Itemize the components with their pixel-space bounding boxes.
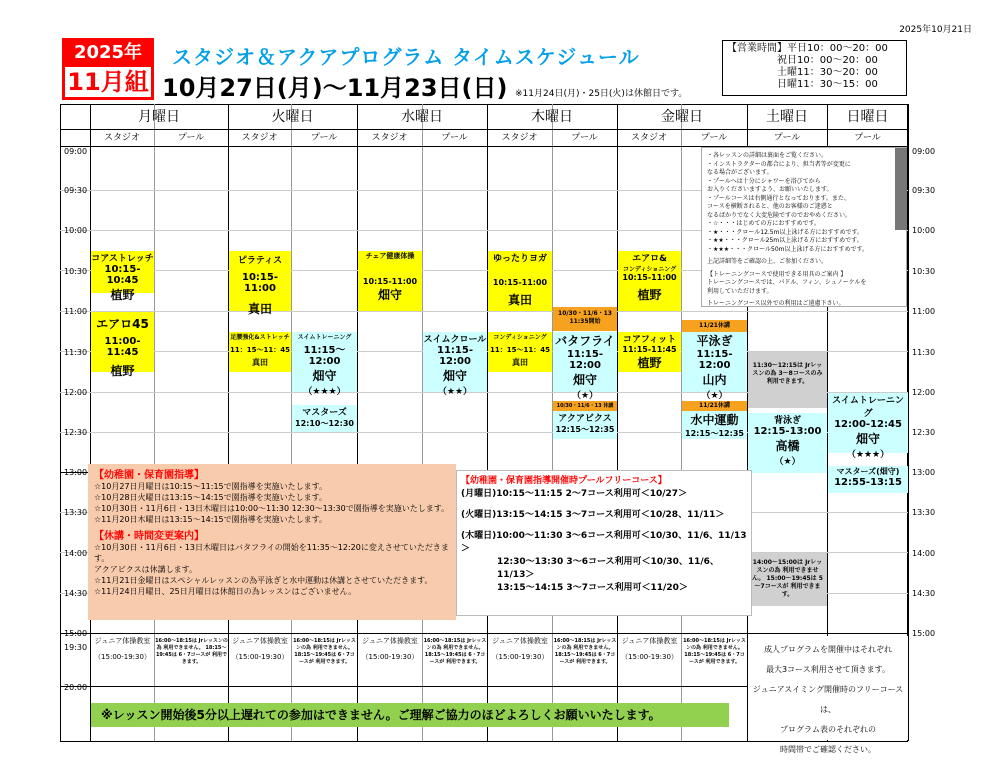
sub-studio: スタジオ xyxy=(241,133,278,143)
class-thu-aquabics[interactable]: アクアビクス 12:15～12:35 xyxy=(553,411,617,439)
time-label: 12:30 xyxy=(64,428,88,437)
sat-jr-note: 11:30～12:15は Jrレッスンの為 3～8コースのみ 利用できます。 xyxy=(748,352,827,408)
sub-pool: プール xyxy=(773,133,801,143)
hours-saturday: 土曜11：30～20：00 xyxy=(777,67,878,78)
time-label: 10:30 xyxy=(912,267,936,276)
hours-sunday: 日曜11：30～15：00 xyxy=(777,79,878,90)
time-label: 13:30 xyxy=(64,508,88,517)
time-label: 15:00 xyxy=(912,629,936,638)
bottom-right-note: 成人プログラムを開催中はそれぞれ 最大3コース利用させて頂きます。 ジュニアスイミング開催時のフリーコースは、 プログラム表のそれぞれの 時間帯でご確認ください。 xyxy=(748,636,908,740)
kids-pool-note-thu: 16:00～18:15は Jrレッスンの為 利用できません。 18:15～19:45は 6・7コースが 利用できます。 xyxy=(553,638,617,665)
late-warning: ※レッスン開始後5分以上遅れての参加はできません。ご理解ご協力のほどよろしくお願いいたします。 xyxy=(91,703,729,727)
schedule-period: 10月27日(月)～11月23日(日) xyxy=(162,74,508,102)
day-saturday: 土曜日 xyxy=(766,109,808,125)
class-tue-swim-training[interactable]: スイムトレーニング 11:15～12:00 畑守 （★★★） xyxy=(292,332,357,392)
fri-water-note: 11/21休講 xyxy=(682,401,747,411)
time-label: 19:30 xyxy=(64,643,88,652)
class-thu-butterfly[interactable]: バタフライ 11:15-12:00 畑守 （★） xyxy=(553,332,617,392)
class-tue-ashikoshi[interactable]: 足腰強化&ストレッチ 11：15～11：45 真田 xyxy=(229,332,291,372)
time-label: 14:30 xyxy=(912,589,936,598)
time-label: 09:00 xyxy=(912,147,936,156)
class-sat-backstroke[interactable]: 背泳ぎ 12:15-13:00 高橋 （★） xyxy=(748,413,827,473)
time-label: 13:00 xyxy=(912,468,936,477)
kids-class-tue[interactable]: ジュニア体操教室 （15:00-19:30） xyxy=(231,637,289,661)
class-thu-yoga[interactable]: ゆったりヨガ 10:15-11:00 真田 xyxy=(488,251,552,311)
closed-note: ※11月24日(月)・25日(火)は休館日です。 xyxy=(515,89,688,99)
time-label: 12:30 xyxy=(912,428,936,437)
kids-pool-note-fri: 16:00～18:15は Jrレッスンの為 利用できません。 18:15～19:45は 6・7コースが 利用できます。 xyxy=(683,638,746,665)
day-sunday: 日曜日 xyxy=(846,109,889,125)
publish-date: 2025年10月21日 xyxy=(899,25,972,35)
class-sun-swim-training[interactable]: スイムトレーニング 12:00-12:45 畑守 （★★★） xyxy=(828,393,908,453)
kids-pool-note-wed: 16:00～18:15は Jrレッスンの為 利用できません。 18:15～19:45は 6・7コースが 利用できます。 xyxy=(423,638,487,665)
time-label: 14:00 xyxy=(64,549,88,558)
time-label: 13:00 xyxy=(64,468,88,477)
business-hours xyxy=(722,40,907,96)
class-mon-aero45[interactable]: エアロ45 11:00-11:45 植野 xyxy=(91,312,154,372)
thu-butterfly-note: 10/30・11/6・13 11:35開始 xyxy=(553,307,617,331)
kids-class-thu[interactable]: ジュニア体操教室 （15:00-19:30） xyxy=(491,637,549,661)
sub-pool: プール xyxy=(310,133,338,143)
notice-head-1: 【幼稚園・保育園指導】 xyxy=(94,470,204,481)
free-course-box: 【幼稚園・保育園指導開催時プールフリーコース】 (月曜日)10:15～11:15 2～7コース利用可＜10/27＞ (火曜日)13:15～14:15 3～7コース利用可＜10/28、11/11＞ (木曜日)10:00～11:30 3～6コース利用可＜10/30、11/6、11/13＞ 12:30～13:30 3～6コース利用可＜10/30、11/6、11/13＞ 13:15～14:15 3～7コース利用可＜11/20＞ xyxy=(456,470,752,616)
sat-jr-note2: 14:00～15:00は Jrレッスンの為 利用できません。 15:00～19:45は 5～7コースが 利用できます。 xyxy=(748,553,827,606)
time-label: 10:00 xyxy=(64,226,88,235)
class-fri-core-fit[interactable]: コアフィット 11:15-11:45 植野 xyxy=(618,332,681,372)
class-tue-masters[interactable]: マスターズ 12:10～12:30 xyxy=(292,405,357,432)
page-title: スタジオ＆アクアプログラム タイムスケジュール xyxy=(172,45,640,69)
kids-class-fri[interactable]: ジュニア体操教室 （15:00-19:30） xyxy=(621,637,678,661)
class-wed-chair[interactable]: チェア健康体操 10:15-11:00 畑守 xyxy=(358,251,422,311)
group-badge: 11月組 xyxy=(62,64,154,100)
time-label: 11:00 xyxy=(912,307,936,316)
time-label: 09:00 xyxy=(64,147,88,156)
day-tuesday: 火曜日 xyxy=(271,109,314,125)
time-label: 11:00 xyxy=(64,307,88,316)
day-monday: 月曜日 xyxy=(138,109,180,125)
time-label: 10:00 xyxy=(912,226,936,235)
kids-class-wed[interactable]: ジュニア体操教室 （15:00-19:30） xyxy=(361,637,419,661)
kids-pool-note-mon: 16:00～18:15は Jrレッスンの為 利用できません。 18:15～19:45は 6・7コースが 利用できます。 xyxy=(155,638,228,665)
sub-studio: スタジオ xyxy=(501,133,538,143)
time-label: 09:30 xyxy=(64,186,88,195)
time-label: 13:30 xyxy=(912,508,936,517)
class-fri-aero-conditioning[interactable]: エアロ& コンディショニング 10:15-11:00 植野 xyxy=(618,251,681,311)
time-label: 11:30 xyxy=(64,348,88,357)
time-label: 14:00 xyxy=(912,549,936,558)
sub-pool: プール xyxy=(177,133,205,143)
sub-pool: プール xyxy=(700,133,728,143)
hours-holiday: 祝日10：00～20：00 xyxy=(777,55,878,66)
time-label: 11:30 xyxy=(912,348,936,357)
sub-pool: プール xyxy=(854,133,881,143)
day-thursday: 木曜日 xyxy=(531,109,573,125)
hours-weekday: 【営業時間】平日10：00～20：00 xyxy=(727,43,888,54)
sub-studio: スタジオ xyxy=(630,133,667,143)
notice-box: 【幼稚園・保育園指導】 ☆10月27日月曜日は10:15～11:15で園指導を実施いたします。 ☆10月28日火曜日は13:15～14:15で園指導を実施いたします。 ☆10月30日・11月6日・13日木曜日は10:00～11:30 12:30～13:30で園指導を実施いたします。 ☆11月20日木曜日は13:15～14:15で園指導を実施いたします。 【休講・時間変更案内】 ☆10月30日・11月6日・13日木曜日はバタフライの開始を11:35～12:20に変えさせていただきます。 アクアビクスは休講します。 ☆11月21日金曜日はスペシャルレッスンの為平泳ぎと水中運動は休講とさせていただきます。 ☆11月24日月曜日、25日月曜日は休館日の為レッスンはございません。 xyxy=(88,464,456,620)
class-fri-water-exercise[interactable]: 水中運動 12:15～12:35 xyxy=(682,411,747,439)
class-thu-conditioning[interactable]: コンディショニング 11：15～11：45 真田 xyxy=(488,332,552,372)
time-label: 15:00 xyxy=(64,629,88,638)
day-wednesday: 水曜日 xyxy=(401,109,443,125)
fri-breast-note: 11/21休講 xyxy=(682,320,747,332)
time-label: 20:00 xyxy=(64,683,88,692)
thu-aqua-note: 10/30・11/6・13 休講 xyxy=(553,401,617,411)
class-wed-swim-crawl[interactable]: スイムクロール 11:15-12:00 畑守 （★★） xyxy=(423,332,487,392)
time-label: 14:30 xyxy=(64,589,88,598)
class-fri-breaststroke[interactable]: 平泳ぎ 11:15-12:00 山内 （★） xyxy=(682,332,747,392)
info-notes: ・各レッスンの詳細は裏面をご覧ください。 ・インストラクターの都合により、担当者等が変更に なる場合がございます。 ・プールへは十分にシャワーを浴びてから お入りくださいますよう、お願いいたします。 ・プールコースは右側通行となっております。また、 コースを横断されると、他のお客様のご迷惑と なるばかりでなく大変危険ですのでおやめください。 ・☆・・・はじめての方におすすめです。 ・★・・・クロール12.5m以上泳げる方におすすめです。 ・★★・・・クロール25m以上泳げる方におすすめです。 ・★★★・・・クロール50m以上泳げる方におすすめです。 上記詳細等をご確認の上、ご参加ください。 【トレーニングコースで使用できる用具のご案内 】 トレーニングコースでは、パドル、フィン、シュノーケルを 利用していただけます。 トレーニングコース以外での利用はご遠慮下さい。 xyxy=(701,147,907,307)
time-label: 12:00 xyxy=(912,388,936,397)
day-friday: 金曜日 xyxy=(661,109,703,125)
class-tue-pilates[interactable]: ピラティス 10:15-11:00 真田 xyxy=(229,251,291,311)
sub-pool: プール xyxy=(571,133,598,143)
sub-studio: スタジオ xyxy=(103,133,140,143)
sub-pool: プール xyxy=(441,133,468,143)
notice-head-2: 【休講・時間変更案内】 xyxy=(94,531,204,542)
time-label: 10:30 xyxy=(64,267,88,276)
scrollbar xyxy=(895,148,907,230)
free-course-head: 【幼稚園・保育園指導開催時プールフリーコース】 xyxy=(461,476,667,486)
time-label: 12:00 xyxy=(64,388,88,397)
kids-pool-note-tue: 16:00～18:15は Jrレッスンの為 利用できません。 18:15～19:45は 6・7コースが 利用できます。 xyxy=(293,638,356,665)
sub-studio: スタジオ xyxy=(371,133,408,143)
time-label: 09:30 xyxy=(912,186,936,195)
class-mon-core-stretch[interactable]: コアストレッチ 10:15-10:45 植野 xyxy=(91,251,154,293)
year-badge: 2025年 xyxy=(62,38,154,64)
kids-class-mon[interactable]: ジュニア体操教室 （15:00-19:30） xyxy=(94,637,151,661)
class-sun-masters[interactable]: マスターズ(畑守) 12:55-13:15 xyxy=(828,466,908,493)
